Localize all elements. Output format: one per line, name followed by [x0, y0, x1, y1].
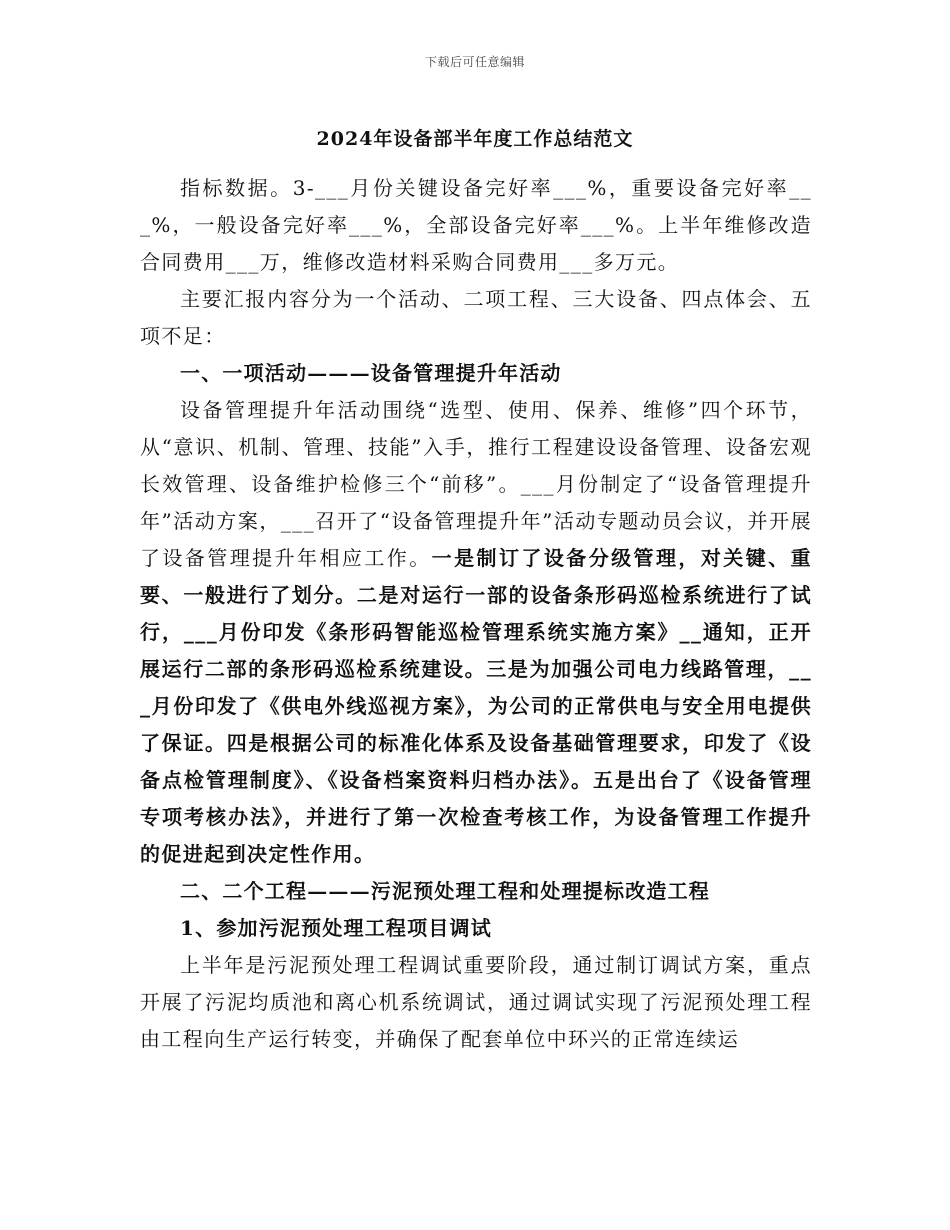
paragraph-activity-bold: 一是制订了设备分级管理，对关键、重要、一般进行了划分。二是对运行一部的设备条形码巡检系统进行了试行，___月份印发《条形码智能巡检管理系统实施方案》__通知，正开展运行二部的条形码巡检系统建设。三是为加强公司电力线路管理，___月份印发了《供电外线巡视方案》，为公司的正常供电与安全用电提供了保证。四是根据公司的标准化体系及设备基础管理要求，印发了《设备点检管理制度》、《设备档案资料归档办法》。五是出台了《设备管理专项考核办法》，并进行了第一次检查考核工作，为设备管理工作提升的促进起到决定性作用。 — [140, 546, 812, 866]
paragraph-report-outline: 主要汇报内容分为一个活动、二项工程、三大设备、四点体会、五项不足： — [140, 287, 812, 348]
document-body — [140, 170, 812, 1058]
paragraph-activity — [140, 392, 812, 873]
paragraph-indicators: 指标数据。3-___月份关键设备完好率___%，重要设备完好率___%，一般设备完好率___%，全部设备完好率___%。上半年维修改造合同费用___万，维修改造材料采购合同费用___多万元。 — [140, 176, 812, 274]
section-heading-projects: 二、二个工程———污泥预处理工程和处理提标改造工程 — [180, 879, 710, 903]
document-title: 2024年设备部半年度工作总结范文 — [316, 128, 634, 150]
paragraph-activity-normal: 设备管理提升年活动围绕“选型、使用、保养、维修”四个环节，从“意识、机制、管理、技能”入手，推行工程建设设备管理、设备宏观长效管理、设备维护检修三个“前移”。___月份制定了“设备管理提升年”活动方案，___召开了“设备管理提升年”活动专题动员会议，并开展了设备管理提升年相应工作。 — [140, 398, 812, 570]
subsection-heading-sludge: 1、参加污泥预处理工程项目调试 — [180, 916, 492, 940]
header-note: 下载后可任意编辑 — [424, 55, 525, 69]
paragraph-sludge: 上半年是污泥预处理工程调试重要阶段，通过制订调试方案，重点开展了污泥均质池和离心机系统调试，通过调试实现了污泥预处理工程由工程向生产运行转变，并确保了配套单位中环兴的正常连续运 — [140, 953, 812, 1051]
section-heading-activity: 一、一项活动———设备管理提升年活动 — [180, 361, 562, 385]
